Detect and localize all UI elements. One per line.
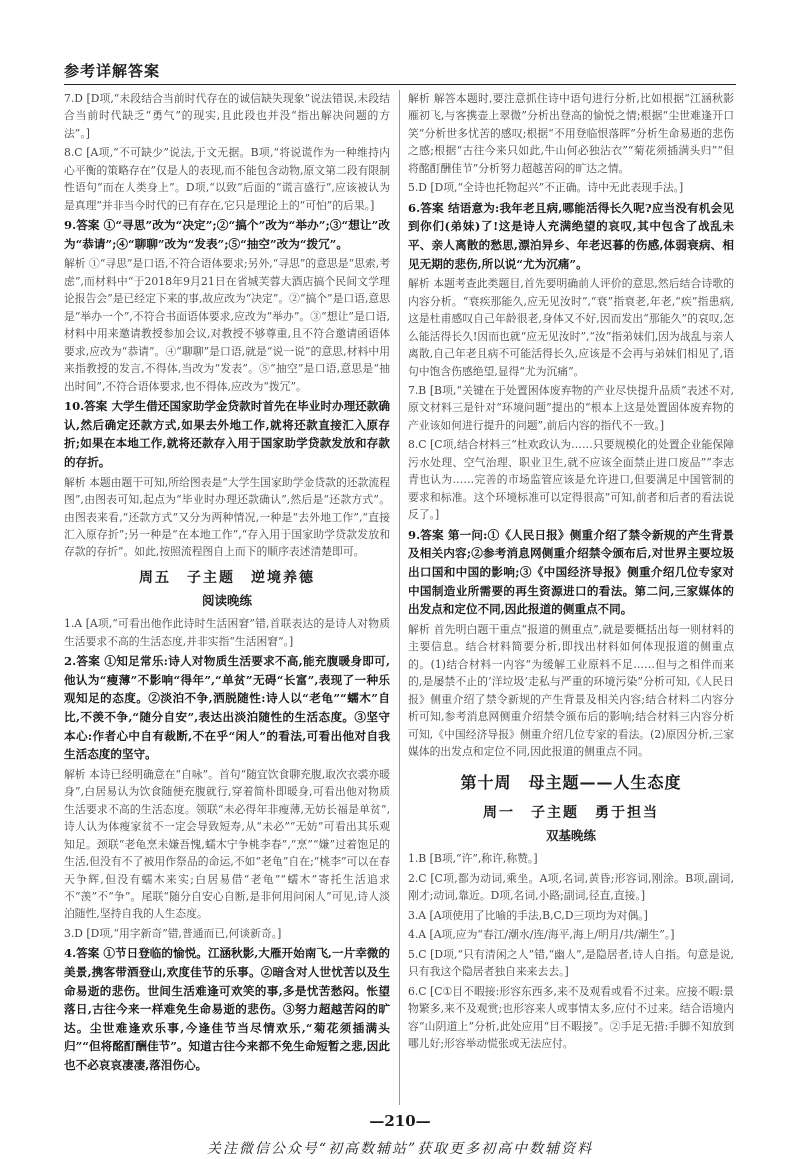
answer-paragraph: 9.答案 第一问:①《人民日报》侧重介绍了禁令新规的产生背景及相关内容;②参考消息网侧重介绍禁令颁布后,对世界主要垃圾出口国和中国的影响;③《中国经济导报》侧重介绍几位专家对中国制造业所需要的再生资源进口的看法。第二问,三家媒体的出发点和定位不同,因此报道的侧重点不同。 <box>408 527 734 617</box>
explanation-paragraph: 6.C [C①目不暇接:形容东西多,来不及观看或看不过来。应接不暇:景物繁多,来不及观赏;也形容来人或事情太多,应付不过来。结合语境内容“山阴道上”分析,此处应用“目不暇接”。②手足无措:手脚不知放到哪儿好;形容举动慌张或无法应付。 <box>408 984 734 1051</box>
section-heading: 周一 子主题 勇于担当 <box>483 805 659 822</box>
section-heading: 阅读晚练 <box>201 593 252 609</box>
answer-paragraph: 2.答案 ①知足常乐:诗人对物质生活要求不高,能充腹暖身即可,他认为“瘦薄”不影响“得年”,“单贫”无碍“长富”,表现了一种乐观知足的态度。②淡泊不争,洒脱随性:诗人以“老龟”“蠕木”自比,不羡不争,“随分自安”,表达出淡泊随性的生活态度。③坚守本心:作者心中自有裁断,不在乎“闲人”的看法,可看出他对自我生活态度的坚守。 <box>64 654 390 762</box>
answer-paragraph: 9.答案 ①“寻思”改为“决定”;②“搞个”改为“举办”;③“想让”改为“恭请”;④“聊聊”改为“发表”;⑤“抽空”改为“拨冗”。 <box>64 218 390 251</box>
answer-paragraph: 4.答案 ①节日登临的愉悦。江涵秋影,大雁开始南飞,一片幸微的美景,携客带酒登山,欢度佳节的乐事。②暗含对人世忧苦以及生命易逝的悲伤。世间生活难逢可欢笑的事,多是忧苦愁闷。怅望落日,古往今来一样难免生命易逝的悲伤。③努力超越苦闷的旷达。尘世难逢欢乐事,今逢佳节当尽情欢乐,“菊花须插满头归”“但将酩酊酬佳节”。知道古往今来都不免生命短暂之悲,因此也不必哀哀凄凄,落泪伤心。 <box>64 946 390 1072</box>
explanation-paragraph: 5.D [D项,“全诗也托物起兴”不正确。诗中无此表现手法。] <box>408 181 684 195</box>
explanation-paragraph: 解析 本题由题干可知,所给图表是“大学生国家助学金贷款的还款流程图”,由图表可知,起点为“毕业时办理还款确认”,然后是“还款方式”。由图表来看,“还款方式”又分为两种情况,一种是“去外地工作”,“直接汇入原存折”;另一种是“在本地工作”,“存入用于国家助学贷款发放和存款的存折”。如此,按照流程图自上而下的顺序表述清楚即可。 <box>64 475 390 559</box>
answer-paragraph: 6.答案 结语意为:我年老且病,哪能活得长久呢?应当没有机会见到你们(弟妹)了!这是诗人充满绝望的哀叹,其中包含了战乱未平、亲人离散的愁思,漂泊异乡、年老迟暮的伤感,体弱衰病、相见无期的悲伤,所以说“尤为沉痛”。 <box>408 200 734 271</box>
header-rule <box>64 84 736 85</box>
explanation-paragraph: 8.C [A项,“不可缺少”说法,于文无据。B项,“将说谎作为一种维持内心平衡的策略存在”仅是人的表现,而不能包含动物,原文第二段有限制性语句“而在人类身上”。D项,“以致”后面的“谎言盛行”,应该被认为是真理“并非当今时代的已有存在,它只是理论上的“可怕”的后果。] <box>64 146 390 212</box>
explanation-paragraph: 解析 本题考查此类题目,首先要明确前人评价的意思,然后结合诗歌的内容分析。“衰疾那能久,应无见汝时”,“衰”指衰老,年老,“疾”指患病,这是杜甫感叹自己年龄很老,身体又不好,因而发出“那能久”的哀叹,怎么能活得长久!因而也就“应无见汝时”,“汝”指弟妹们,因为战乱与亲人离散,自己年老且病不可能活得长久,应该是不会再与弟妹们相见了,语句中饱含伤感绝望,显得“尤为沉痛”。 <box>408 277 734 378</box>
explanation-paragraph: 3.A [A项使用了比喻的手法,B,C,D三项均为对偶。] <box>408 908 648 922</box>
explanation-paragraph: 5.C [D项,“只有清闲之人”错,“幽人”,是隐居者,诗人自指。句意是说,只有我这个隐居者独自来来去去。] <box>408 947 734 979</box>
explanation-paragraph: 7.B [B项,“关键在于处置困体废弃物的产业尽快提升品质”表述不对,原文材料三是针对“环境问题”提出的“根本上这是处置固体废弃物的产业该如何进行提升的问题”,前后内容的指代不一致。] <box>408 384 734 432</box>
left-column <box>64 90 390 1105</box>
page-header-title: 参考详解答案 <box>64 62 161 80</box>
right-column <box>408 90 734 1105</box>
explanation-paragraph: 8.C [C项,结合材料三“杜欢政认为……只要规模化的处置企业能保障污水处理、空气治理、职业卫生,就不应该全面禁止进口废品”“李志青也认为……完善的市场监管应该是允许进口,但要满足中国管制的要求和标准。这个环境标准可以定得很高”可知,前者和后者的看法说反了。] <box>408 438 734 522</box>
explanation-paragraph: 7.D [D项,“未段结合当前时代存在的诚信缺失现象”说法错误,未段结合当前时代缺乏“勇气”的现实,且此段也并没“指出解决问题的方法”。] <box>64 92 390 140</box>
explanation-paragraph: 1.A [A项,“可看出他作此诗时生活困窘”错,首联表达的是诗人对物质生活要求不高的生活态度,并非实指“生活困窘”。] <box>64 617 390 648</box>
answer-paragraph: 10.答案 大学生借还国家助学金贷款时首先在毕业时办理还款确认,然后确定还款方式,如果去外地工作,就将还款直接汇入原存折;如果在本地工作,就将还款存入用于国家助学贷款发放和存款的存折。 <box>64 399 390 469</box>
explanation-paragraph: 解析 解答本题时,要注意抓住诗中语句进行分析,比如根据“江涵秋影雁初飞,与客携壶上翠微”分析出登高的愉悦之情;根据“尘世难逢开口笑”分析世多忧苦的感叹;根据“不用登临恨落晖”分析生命易逝的悲伤之感;根据“古往今来只如此,牛山何必独沾衣”“菊花须插满头归”“但将酩酊酬佳节”分析努力超越苦闷的旷达之情。 <box>408 92 734 175</box>
column-divider <box>399 90 400 1105</box>
explanation-paragraph: 2.C [C项,都为动词,乘坐。A项,名词,黄昏;形容词,刚涂。B项,副词,刚才;动词,靠近。D项,名词,小路;副词,径直,直接。] <box>408 871 734 903</box>
section-heading: 第十周 母主题——人生态度 <box>460 773 682 793</box>
explanation-paragraph: 3.D [D项,“用字新奇”错,普通而已,何谈新奇。] <box>64 926 282 940</box>
explanation-paragraph: 解析 首先明白题干重点“报道的侧重点”,就是要概括出每一则材料的主要信息。结合材料简要分析,即找出材料如何体现报道的侧重点的。(1)结合材料一内容“为缓解工业原料不足……但与之相伴而来的,是屡禁不止的‘洋垃圾’走私与严重的环境污染”分析可知,《人民日报》侧重介绍了禁令新规的产生背景及相关内容;结合材料二内容分析可知,参考消息网侧重介绍禁令颁布后的影响;结合材料三内容分析可知,《中国经济导报》侧重介绍几位专家的看法。(2)原因分析,三家媒体的出发点和定位不同,因此报道的侧重点不同。 <box>408 622 734 758</box>
footer-note: 关注微信公众号“初高数辅站”获取更多初高中数辅资料 <box>206 1141 594 1157</box>
page-number: —210— <box>369 1112 431 1130</box>
section-heading: 双基晚练 <box>545 828 596 844</box>
explanation-paragraph: 1.B [B项,“许”,称许,称赞。] <box>408 852 538 866</box>
explanation-paragraph: 4.A [A项,应为“春江/潮水/连/海平,海上/明月/共/潮生”。] <box>408 928 675 942</box>
section-heading: 周五 子主题 逆境养德 <box>139 569 315 586</box>
explanation-paragraph: 解析 本诗已经明确意在“自咏”。首句“随宜饮食聊充腹,取次衣裘亦暖身”,白居易认为饮食随便充腹就行,穿着简朴即暖身,可看出他对物质生活要求不高的生活态度。领联“未必得年非瘦薄,无妨长福是单贫”,诗人认为体瘦家贫不一定会导致短寿,从“未必”“无妨”可看出其乐观知足。颈联“老龟烹未嫌吾愧,蠕木宁争桃李春”,“烹”“嫌”过着饱足的生活,但没有不了被用作祭品的命运,不如“老龟”自在;“桃李”可以在春天争辉,但没有蠕木来实;白居易借“老龟”“蠕木”寄托生活追求不“羡”不“争”。尾联“随分自安心自断,是非何用问闲人”可见,诗人淡泊随性,坚持自我的人生态度。 <box>64 767 390 921</box>
explanation-paragraph: 解析 ①“寻思”是口语,不符合语体要求;另外,“寻思”的意思是“思索,考虑”,而材料中“于2018年9月21日在省城芙蓉大酒店搞个民间文学理论报告会”是已经定下来的事,故应改为“决定”。②“搞个”是口语,意思是“举办一个”,不符合书面语体要求,应改为“举办”。③“想让”是口语,材料中用来邀请教授参加会议,对教授不够尊重,且不符合邀请函语体要求,应改为“恭请”。④“聊聊”是口语,就是“说一说”的意思,材料中用来指教授的发言,不得体,当改为“发表”。⑤“抽空”是口语,意思是“抽出时间”,不符合语体要求,也不得体,应改为“拨冗”。 <box>64 257 390 393</box>
